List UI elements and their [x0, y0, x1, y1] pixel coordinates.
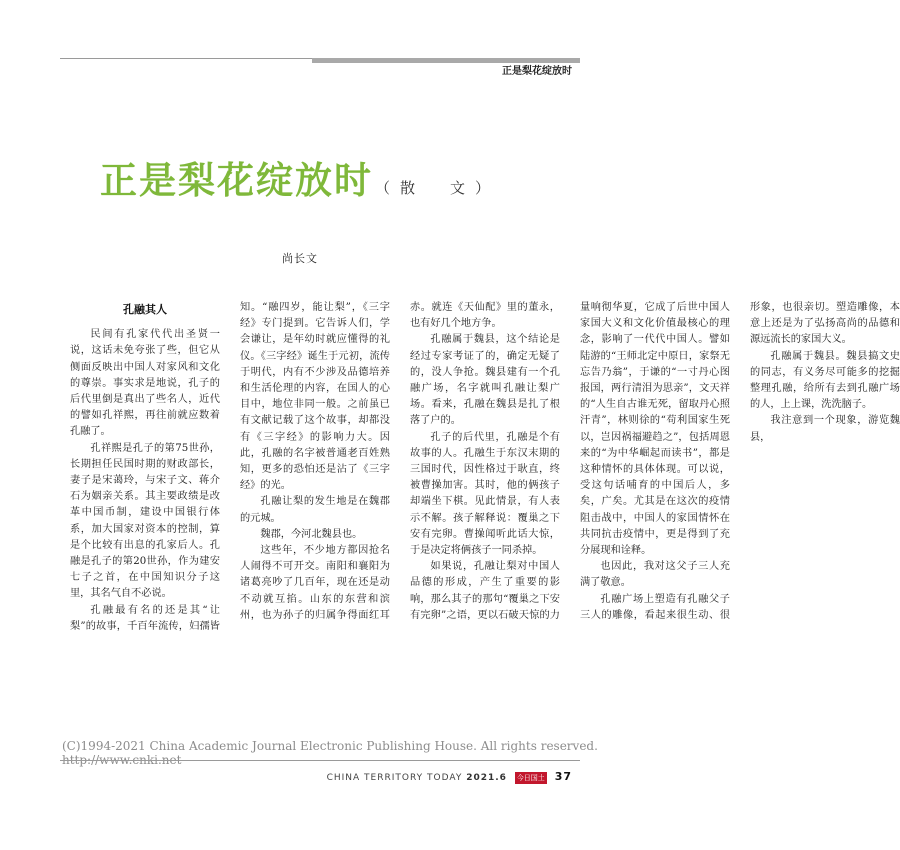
paragraph: 魏郡，今河北魏县也。	[260, 528, 363, 540]
paragraph: 如果说，孔融让梨对中国人品德的形成，产生了重要的影响，那么其子的那句“覆巢之下安有完卵”之语，更以石破天惊的力量响彻华夏，它成了后世中国人家国大义和文化价值最核心的理念，影响了一代代中国人。譬如陆游的“王师北定中原日，家祭无忘告乃翁”，于谦的“一寸丹心图报国，两行清泪为思亲”，文天祥的“人生自古谁无死，留取丹心照汗青”，林则徐的“苟利国家生死以，岂因祸福避趋之”，包括周恩来的“为中华崛起而读书”，都是这种情怀的具体体现。可以说，受这句话哺育的中国后人，多矣，广矣。尤其是在这次的疫情阻击战中，中国人的家国情怀在共同抗击疫情中，更是得到了充分展现和诠释。	[410, 302, 730, 621]
header-section-label: 正是梨花绽放时	[502, 66, 572, 77]
article-body	[70, 300, 900, 636]
section-heading: 孔融其人	[123, 303, 167, 316]
title-block	[0, 150, 600, 204]
paragraph: 我注意到一个现象，游览魏县，	[750, 415, 900, 443]
paragraph: 孔祥熙是孔子的第75世孙，长期担任民国时期的财政部长，妻子是宋蔼玲，与宋子文、蒋介石为姻亲关系。其主要政绩是改革中国币制，建设中国银行体系，加大国家对资本的控制，算是个比较有出息的孔家后人。孔融是孔子的第20世孙，作为建安七子之首，在中国知识分子这里，其名气自不必说。	[70, 442, 220, 600]
article-title: 正是梨花绽放时	[99, 159, 373, 202]
article-genre: （散 文）	[374, 179, 500, 197]
page-number: 37	[554, 770, 572, 783]
magazine-logo: 今日国土	[516, 773, 545, 782]
paragraph: 这些年，不少地方都因抢名人闹得不可开交。南阳和襄阳为诸葛亮吵了几百年，现在还是动不动就互掐。山东的东营和滨州，也为孙子的归属争得面红耳赤。就连《天仙配》里的董永，也有好几个地方争。	[240, 302, 560, 621]
page-footer	[327, 770, 572, 784]
copyright-notice: (C)1994-2021 China Academic Journal Electronic Publishing House. All rights reserved. http://www.cnki.net	[62, 739, 598, 767]
paragraph: 孔融让梨的发生地是在魏郡的元城。	[240, 496, 390, 524]
issue-number: 2021.6	[466, 773, 507, 783]
paragraph: 孔融属于魏县。魏县搞文史的同志，有义务尽可能多的挖掘整理孔融，给所有去到孔融广场的人，上上课，洗洗脑子。	[750, 350, 900, 411]
paragraph: 孔融属于魏县，这个结论是经过专家考证了的，确定无疑了的，没人争抢。魏县建有一个孔融广场，名字就叫孔融让梨广场。看来，孔融在魏县是扎了根落了户的。	[410, 334, 560, 427]
paragraph: 也因此，我对这父子三人充满了敬意。	[580, 561, 730, 589]
article-author: 尚长文	[282, 252, 318, 265]
magazine-name: CHINA TERRITORY TODAY	[326, 773, 463, 783]
paragraph: 孔融广场上塑造有孔融父子三人的雕像，看起来很生动、很形象，也很亲切。塑造雕像，本意上还是为了弘扬高尚的品德和源远流长的家国大义。	[580, 302, 900, 621]
paragraph: 孔子的后代里，孔融是个有故事的人。孔融生于东汉末期的三国时代，因性格过于耿直，终被曹操加害。其时，他的俩孩子却端坐下棋。见此情景，有人表示不解。孩子解释说：覆巢之下安有完卵。曹操闻听此话大惊，于是决定将俩孩子一同杀掉。	[410, 431, 560, 557]
footer-rule	[60, 760, 580, 761]
paragraph: 孔融最有名的还是其“让梨”的故事，千百年流传，妇孺皆知。“融四岁，能让梨”，《三字经》专门提到。它告诉人们，学会谦让，是年幼时就应懂得的礼仪。《三字经》诞生于元初，流传于明代，内有不少涉及品德培养和生活伦理的内容，在国人的心目中，地位非同一般。之前虽已有文献记载了这个故事，却都没有《三字经》的影响力大。因此，孔融的名字被普通老百姓熟知，更多的恐怕还是沾了《三字经》的光。	[70, 302, 390, 632]
paragraph: 民间有孔家代代出圣贤一说，这话未免夸张了些，但它从侧面反映出中国人对家风和文化的尊崇。事实求是地说，孔子的后代里倒是真出了些名人，近代的譬如孔祥熙，再往前就应数着孔融了。	[70, 329, 220, 438]
